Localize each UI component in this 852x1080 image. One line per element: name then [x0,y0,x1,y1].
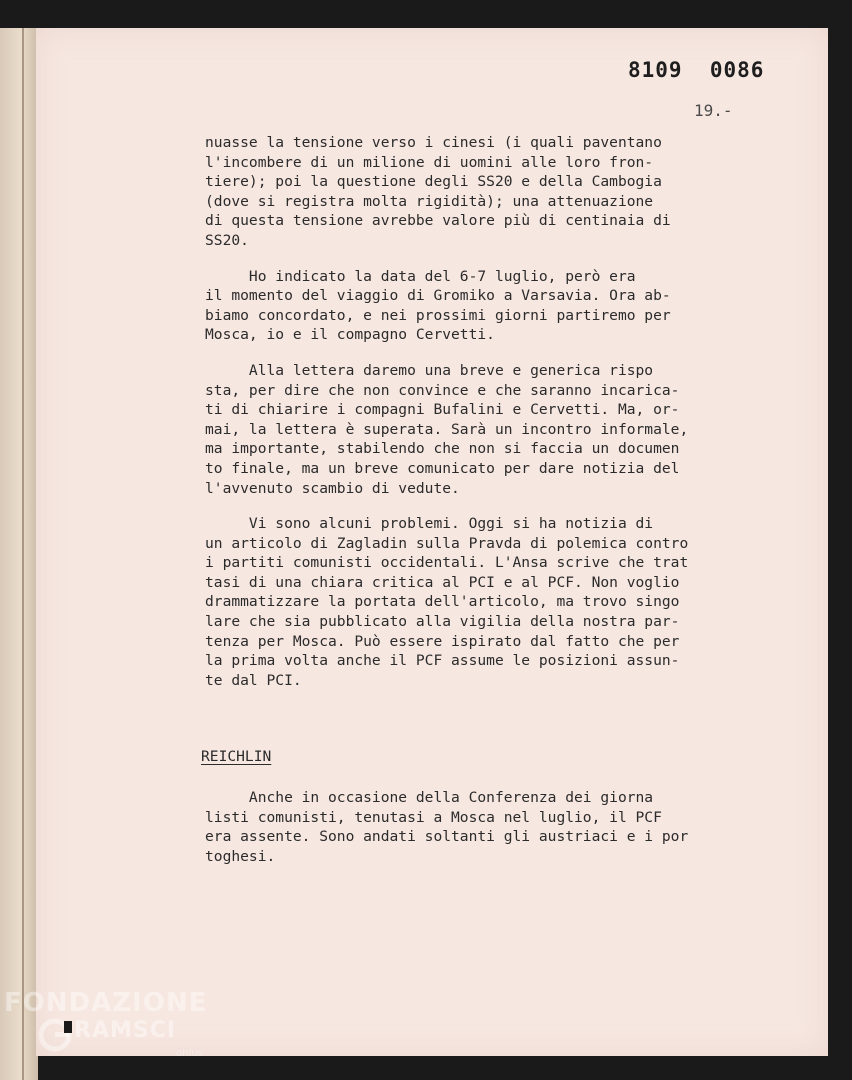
paragraph-4 [205,514,745,690]
text-line: tasi di una chiara critica al PCI e al PCF. Non voglio [205,573,680,591]
text-line: Alla lettera daremo una breve e generica rispo [205,361,654,379]
text-line: l'incombere di un milione di uomini alle loro fron- [205,153,654,171]
paragraph-3 [205,361,745,498]
text-line: lare che sia pubblicato alla vigilia della nostra par- [205,613,680,631]
text-line: nuasse la tensione verso i cinesi (i quali paventano [205,134,662,151]
text-line: tenza per Mosca. Può essere ispirato dal fatto che per [205,632,680,650]
text-line: Mosca, io e il compagno Cervetti. [205,326,495,344]
text-line: Vi sono alcuni problemi. Oggi si ha notizia di [205,515,654,533]
text-line: Anche in occasione della Conferenza dei giorna [205,789,654,806]
text-line: era assente. Sono andati soltanti gli austriaci e i por [205,828,689,846]
text-line: tiere); poi la questione degli SS20 e della Cambogia [205,173,662,191]
watermark-line-1: FONDAZIONE [4,988,208,1018]
text-line: toghesi. [205,847,276,865]
text-line: di questa tensione avrebbe valore più di centinaia di [205,212,671,230]
gramsci-g-icon [38,1018,72,1052]
text-line: ti di chiarire i compagni Bufalini e Cervetti. Ma, or- [205,401,680,419]
archive-stamp-number: 8109 0086 [628,58,765,82]
book-binding [0,28,38,1080]
watermark-suffix: onlus [176,1048,203,1059]
document-body [205,133,745,706]
page-number: 19.- [694,101,733,120]
text-line: sta, per dire che non convince e che saranno incarica- [205,381,680,399]
text-line: biamo concordato, e nei prossimi giorni partiremo per [205,306,671,324]
text-line: un articolo di Zagladin sulla Pravda di polemica contro [205,534,689,552]
text-line: mai, la lettera è superata. Sarà un incontro informale, [205,420,689,438]
watermark-line-2: RAMSCI [74,1018,177,1043]
text-line: to finale, ma un breve comunicato per dare notizia del [205,459,680,477]
paragraph-2 [205,267,745,345]
text-line: drammatizzare la portata dell'articolo, ma trovo singo [205,593,680,611]
text-line: te dal PCI. [205,671,302,689]
binding-edge [22,28,24,1080]
text-line: listi comunisti, tenutasi a Mosca nel luglio, il PCF [205,808,662,826]
fondazione-gramsci-watermark [4,988,214,1068]
speaker-name: REICHLIN [201,748,272,765]
paragraph-5 [205,788,745,866]
paragraph-1 [205,133,745,251]
text-line: ma importante, stabilendo che non si faccia un documen [205,440,680,458]
text-line: SS20. [205,231,249,249]
text-line: (dove si registra molta rigidità); una attenuazione [205,192,654,210]
text-line: il momento del viaggio di Gromiko a Varsavia. Ora ab- [205,287,671,305]
text-line: l'avvenuto scambio di vedute. [205,479,460,497]
text-line: Ho indicato la data del 6-7 luglio, però era [205,267,636,285]
text-line: la prima volta anche il PCF assume le posizioni assun- [205,652,680,670]
speaker-body [205,788,745,882]
text-line: i partiti comunisti occidentali. L'Ansa scrive che trat [205,554,689,572]
